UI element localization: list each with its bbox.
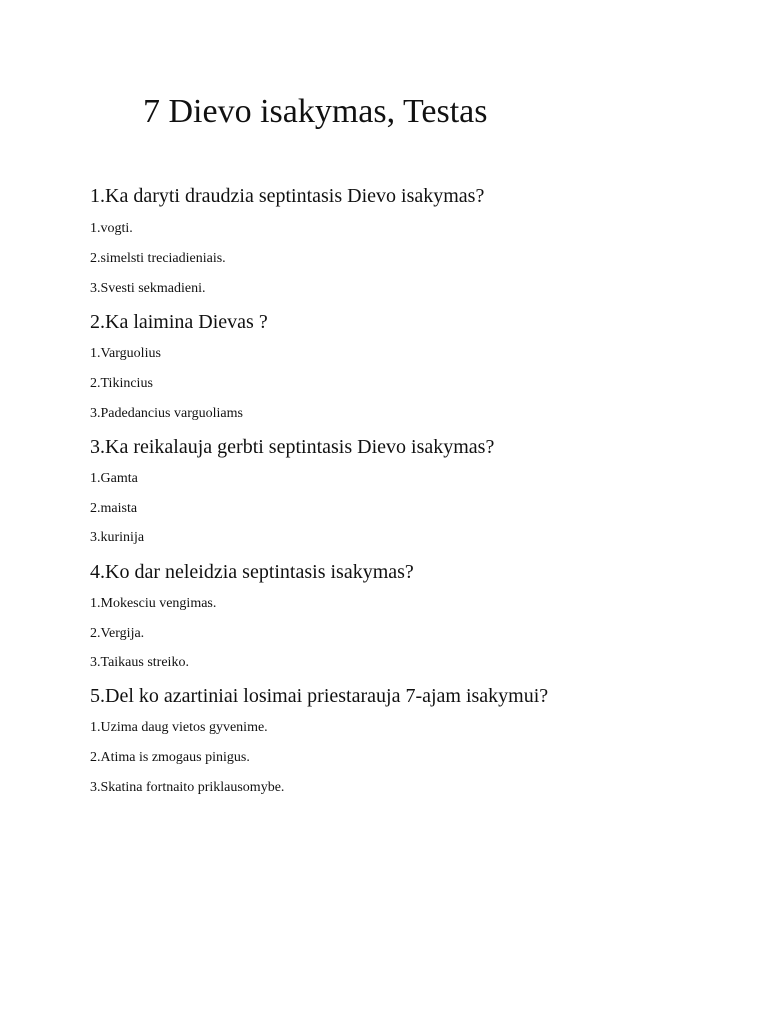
- answer-1-3: 3.Svesti sekmadieni.: [90, 281, 206, 296]
- page-title: 7 Dievo isakymas, Testas: [143, 93, 488, 130]
- answer-5-2: 2.Atima is zmogaus pinigus.: [90, 750, 250, 765]
- answer-2-2: 2.Tikincius: [90, 376, 153, 391]
- answer-2-1: 1.Varguolius: [90, 346, 161, 361]
- answer-4-1: 1.Mokesciu vengimas.: [90, 596, 217, 611]
- question-2: 2.Ka laimina Dievas ?: [90, 311, 268, 333]
- answer-3-1: 1.Gamta: [90, 471, 138, 486]
- question-4: 4.Ko dar neleidzia septintasis isakymas?: [90, 561, 414, 583]
- question-5: 5.Del ko azartiniai losimai priestarauja 7-ajam isakymui?: [90, 685, 549, 707]
- question-1: 1.Ka daryti draudzia septintasis Dievo isakymas?: [90, 185, 485, 207]
- answer-1-2: 2.simelsti treciadieniais.: [90, 251, 226, 266]
- answer-5-3: 3.Skatina fortnaito priklausomybe.: [90, 780, 285, 795]
- answer-4-2: 2.Vergija.: [90, 626, 145, 641]
- answer-4-3: 3.Taikaus streiko.: [90, 655, 189, 670]
- answer-1-1: 1.vogti.: [90, 221, 133, 236]
- answer-3-2: 2.maista: [90, 501, 138, 516]
- answer-3-3: 3.kurinija: [90, 530, 145, 545]
- answer-5-1: 1.Uzima daug vietos gyvenime.: [90, 720, 268, 735]
- answer-2-3: 3.Padedancius varguoliams: [90, 406, 243, 421]
- question-3: 3.Ka reikalauja gerbti septintasis Dievo isakymas?: [90, 436, 495, 458]
